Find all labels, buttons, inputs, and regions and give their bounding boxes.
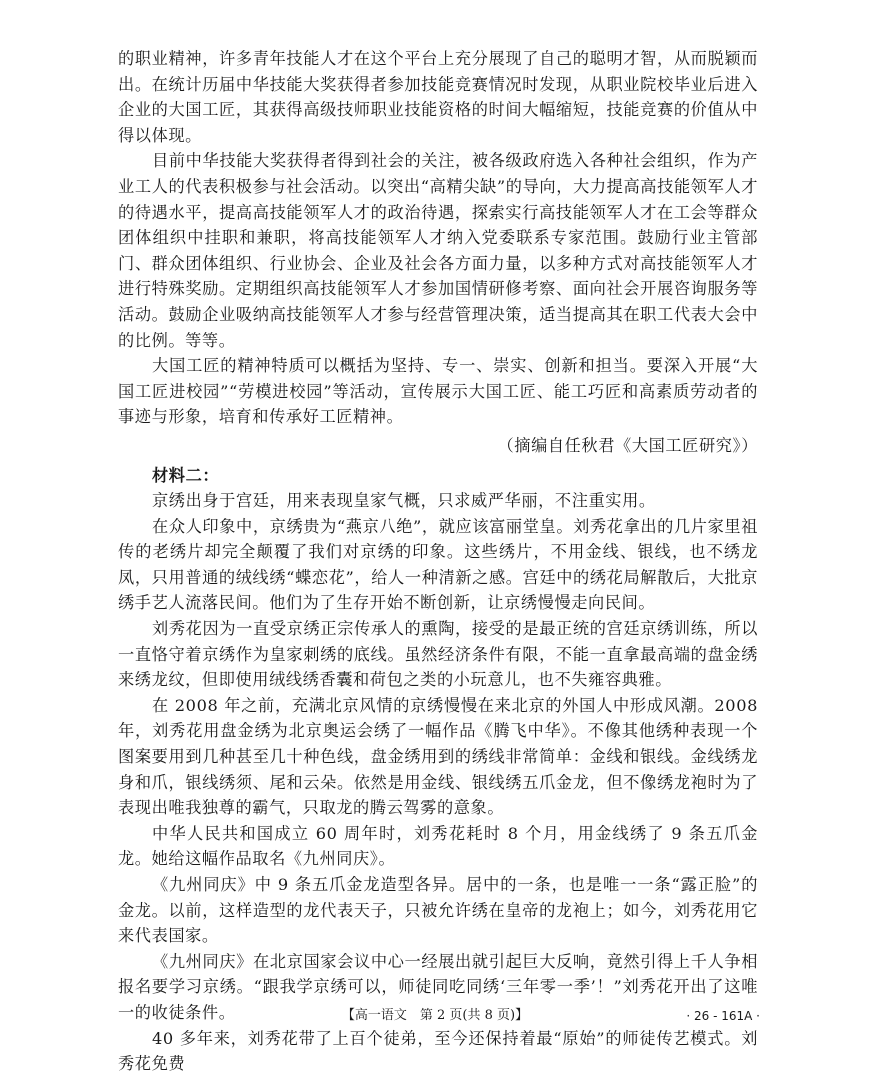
paragraph: 的职业精神，许多青年技能人才在这个平台上充分展现了自己的聪明才智，从而脱颖而出。在统计历届中华技能大奖获得者参加技能竞赛情况时发现，从职业院校毕业后进入企业的大国工匠，其获得高级技师职业技能资格的时间大幅缩短，技能竞赛的价值从中得以体现。 [118, 49, 758, 145]
paragraph: 大国工匠的精神特质可以概括为坚持、专一、崇实、创新和担当。要深入开展“大国工匠进校园”“劳模进校园”等活动，宣传展示大国工匠、能工巧匠和高素质劳动者的事迹与形象，培育和传承好工匠精神。 [118, 356, 758, 427]
paragraph: 40 多年来，刘秀花带了上百个徒弟，至今还保持着最“原始”的师徒传艺模式。刘秀花免费 [118, 1028, 758, 1074]
paragraph: 《九州同庆》在北京国家会议中心一经展出就引起巨大反响，竟然引得上千人争相报名要学习京绣。“跟我学京绣可以，师徒同吃同绣‘三年零一季’！”刘秀花开出了这唯一的收徒条件。 [118, 951, 758, 1022]
paragraph: 目前中华技能大奖获得者得到社会的关注，被各级政府选入各种社会组织，作为产业工人的代表积极参与社会活动。以突出“高精尖缺”的导向，大力提高高技能领军人才的待遇水平，提高高技能领军人才的政治待遇，探索实行高技能领军人才在工会等群众团体组织中挂职和兼职，将高技能领军人才纳入党委联系专家范围。鼓励行业主管部门、群众团体组织、行业协会、企业及社会各方面力量，以多种方式对高技能领军人才进行特殊奖励。定期组织高技能领军人才参加国情研修考察、面向社会开展咨询服务等活动。鼓励企业吸纳高技能领军人才参与经营管理决策，适当提高其在职工代表大会中的比例。等等。 [118, 151, 758, 350]
paragraph: 《九州同庆》中 9 条五爪金龙造型各异。居中的一条，也是唯一一条“露正脸”的金龙。以前，这样造型的龙代表天子，只被允许绣在皇帝的龙袍上；如今，刘秀花用它来代表国家。 [118, 875, 758, 946]
page-number: 【高一语文 第 2 页(共 8 页)】 [341, 1008, 529, 1023]
paragraph: 京绣出身于宫廷，用来表现皇家气概，只求威严华丽，不注重实用。 [152, 491, 656, 511]
source-citation: （摘编自任秋君《大国工匠研究》） [497, 435, 758, 455]
article-body [118, 46, 758, 1077]
paragraph: 在众人印象中，京绣贵为“燕京八绝”，就应该富丽堂皇。刘秀花拿出的几片家里祖传的老绣片却完全颠覆了我们对京绣的印象。这些绣片，不用金线、银线，也不绣龙凤，只用普通的绒线绣“蝶恋花”，给人一种清新之感。宫廷中的绣花局解散后，大批京绣手艺人流落民间。他们为了生存开始不断创新，让京绣慢慢走向民间。 [118, 516, 758, 613]
section-heading: 材料二： [152, 465, 220, 485]
paragraph: 在 2008 年之前，充满北京风情的京绣慢慢在来北京的外国人中形成风潮。2008 年，刘秀花用盘金绣为北京奥运会绣了一幅作品《腾飞中华》。不像其他绣种表现一个图案要用到几种甚至几十种色线，盘金绣用到的绣线非常简单：金线和银线。金线绣龙身和爪，银线绣须、尾和云朵。依然是用金线、银线绣五爪金龙，但不像绣龙袍时为了表现出唯我独尊的霸气，只取龙的腾云驾雾的意象。 [118, 695, 758, 818]
paragraph: 刘秀花因为一直受京绣正宗传承人的熏陶，接受的是最正统的宫廷京绣训练，所以一直恪守着京绣作为皇家刺绣的底线。虽然经济条件有限，不能一直拿最高端的盘金绣来绣龙纹，但即使用绒线绣香囊和荷包之类的小玩意儿，也不失雍容典雅。 [118, 619, 758, 690]
page-footer [0, 1006, 870, 1026]
paragraph: 中华人民共和国成立 60 周年时，刘秀花耗时 8 个月，用金线绣了 9 条五爪金龙。她给这幅作品取名《九州同庆》。 [118, 823, 758, 869]
exam-code: · 26 - 161A · [686, 1009, 760, 1023]
